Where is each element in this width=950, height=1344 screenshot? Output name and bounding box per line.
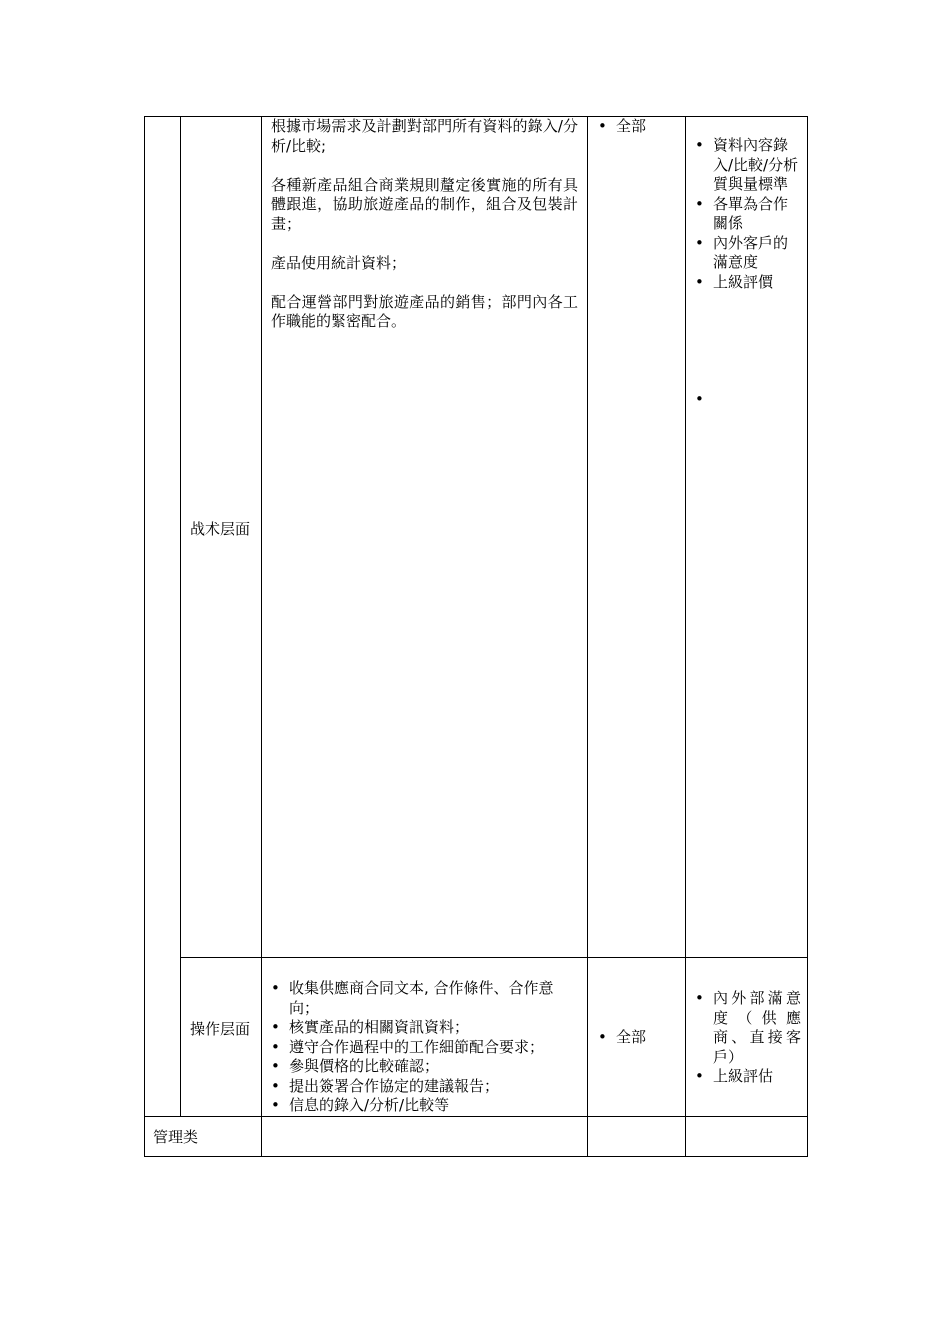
operational-duties-cell xyxy=(269,979,579,1116)
table-border-left xyxy=(144,116,145,1157)
operational-duty-4: • 參與價格的比較確認； xyxy=(269,1057,579,1077)
operational-duty-6: • 信息的錄入/分析/比較等 xyxy=(269,1096,579,1116)
tactical-duty-4: 配合運營部門對旅遊產品的銷售；部門內各工作職能的緊密配合。 xyxy=(271,292,578,330)
table-border-right xyxy=(807,116,808,1157)
tactical-kpi-1: • 資料內容錄入/比較/分析質與量標準 xyxy=(693,136,801,195)
tactical-kpi-4: • 上級評價 xyxy=(693,273,801,293)
management-category-text: 管理类 xyxy=(153,1128,199,1146)
tactical-duty-3: 產品使用統計資料； xyxy=(271,253,407,272)
tactical-duty-2: 各種新產品組合商業規則釐定後實施的所有具體跟進，協助旅遊產品的制作，組合及包裝計畫； xyxy=(271,175,578,233)
tactical-level-text: 战术层面 xyxy=(190,520,251,538)
operational-level-text: 操作层面 xyxy=(190,1020,251,1038)
tactical-scope-item: • 全部 xyxy=(596,117,680,137)
tactical-kpi-empty-bullet xyxy=(693,390,801,410)
operational-duty-5: • 提出簽署合作協定的建議報告； xyxy=(269,1077,579,1097)
col-divider-4 xyxy=(685,116,686,1157)
operational-level-label xyxy=(190,1020,250,1040)
tactical-duty-1: 根據市場需求及計劃對部門所有資料的錄入/分析/比較; xyxy=(271,117,578,155)
tactical-kpi-2: • 各單為合作關係 xyxy=(693,195,801,234)
col-divider-1 xyxy=(180,116,181,1117)
tactical-duties-cell xyxy=(271,117,578,332)
operational-scope-item: • 全部 xyxy=(596,1028,680,1048)
operational-kpi-cell xyxy=(693,989,801,1087)
operational-kpi-1: • 內外部滿意度（供應商、直接客戶） xyxy=(693,989,801,1067)
management-category-label xyxy=(153,1128,253,1148)
col-divider-2 xyxy=(261,116,262,1157)
tactical-level-label xyxy=(190,520,250,540)
row-divider-tactical-operational xyxy=(180,957,808,958)
operational-duty-1: • 收集供應商合同文本, 合作條件、合作意向； xyxy=(269,979,579,1018)
operational-kpi-2: • 上級評估 xyxy=(693,1067,801,1087)
table-border-bottom xyxy=(144,1156,808,1157)
operational-duty-2: • 核實產品的相關資訊資料； xyxy=(269,1018,579,1038)
col-divider-3 xyxy=(587,116,588,1157)
tactical-kpi-3: • 內外客戶的滿意度 xyxy=(693,234,801,273)
operational-duty-3: • 遵守合作過程中的工作細節配合要求； xyxy=(269,1038,579,1058)
operational-scope-cell xyxy=(596,1028,680,1048)
tactical-scope-cell xyxy=(596,117,680,137)
tactical-kpi-cell xyxy=(693,136,801,410)
row-divider-management xyxy=(144,1116,808,1117)
